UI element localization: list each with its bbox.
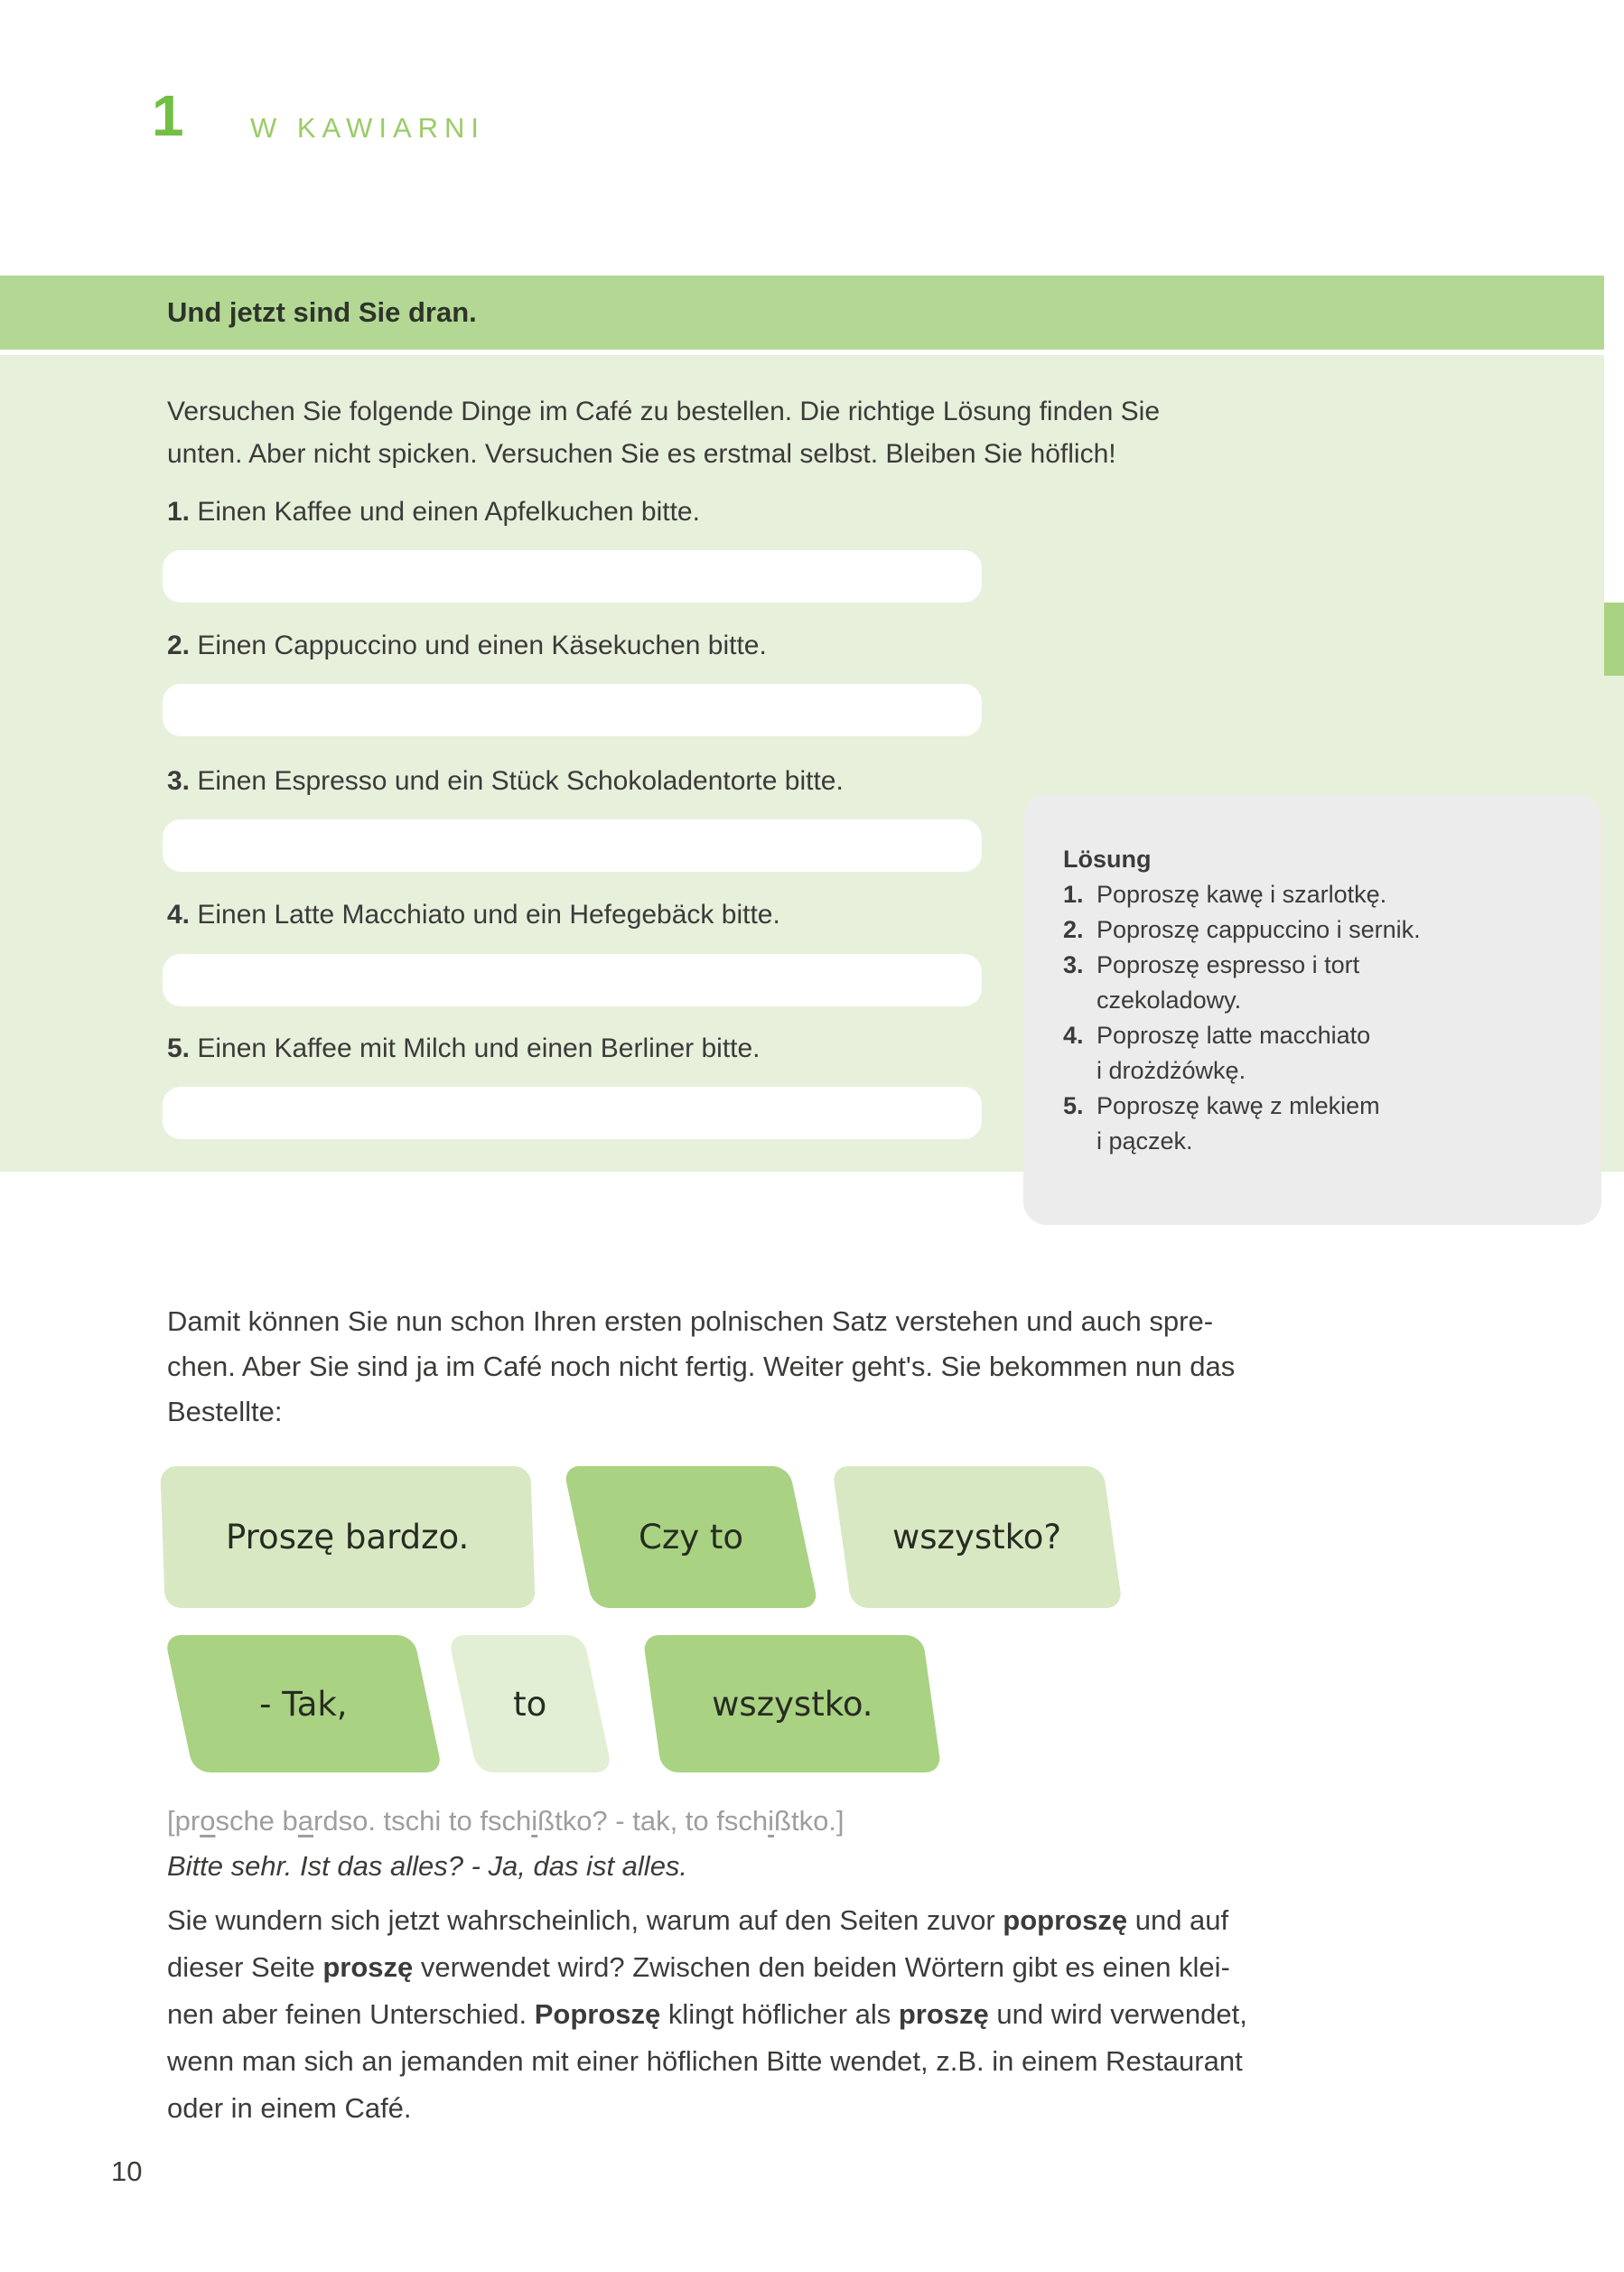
exercise-item-5	[167, 1033, 761, 1064]
speech-bubble-text: Proszę bardzo.	[226, 1518, 470, 1557]
exercise-item-text: Einen Kaffee mit Milch und einen Berliner bitte.	[197, 1033, 761, 1063]
exercise-item-number: 5.	[167, 1033, 191, 1063]
speech-bubble-czy-to	[563, 1466, 818, 1608]
exercise-item-text: Einen Espresso und ein Stück Schokoladentorte bitte.	[197, 766, 844, 796]
exercise-item-4	[167, 900, 780, 930]
speech-bubble-tak	[164, 1635, 443, 1772]
speech-bubble-prosze-bardzo	[160, 1466, 535, 1608]
exercise-panel-right-bleed	[1604, 676, 1624, 1172]
section-banner-title: Und jetzt sind Sie dran.	[167, 296, 477, 328]
exercise-item-text: Einen Cappuccino und einen Käsekuchen bitte.	[197, 631, 767, 660]
solution-item-number: 4.	[1063, 1022, 1084, 1049]
answer-field-2[interactable]	[163, 684, 982, 736]
solution-item-1	[1063, 877, 1569, 912]
body-paragraph-line: dieser Seite proszę verwendet wird? Zwischen den beiden Wörtern gibt es einen klei-	[167, 1951, 1230, 1983]
exercise-item-number: 2.	[167, 631, 191, 660]
exercise-item-number: 1.	[167, 497, 191, 527]
exercise-intro-line: unten. Aber nicht spicken. Versuchen Sie es erstmal selbst. Bleiben Sie höflich!	[167, 439, 1116, 469]
exercise-item-3	[167, 766, 844, 797]
solution-item-5	[1063, 1089, 1569, 1124]
body-paragraph-line: wenn man sich an jemanden mit einer höflichen Bitte wendet, z.B. in einem Restaurant	[167, 2045, 1243, 2077]
exercise-item-1	[167, 497, 700, 528]
solution-item-3-continuation: czekoladowy.	[1097, 986, 1242, 1014]
answer-field-3[interactable]	[163, 819, 982, 872]
section-banner	[0, 276, 1604, 350]
answer-field-4[interactable]	[163, 954, 982, 1006]
body-paragraph-2	[167, 1897, 1247, 2132]
solution-item-text: Poproszę cappuccino i sernik.	[1097, 916, 1421, 943]
body-paragraph-1	[167, 1299, 1235, 1435]
solution-item-number: 5.	[1063, 1092, 1084, 1119]
body-paragraph-line: chen. Aber Sie sind ja im Café noch nicht fertig. Weiter geht's. Sie bekommen nun das	[167, 1351, 1236, 1382]
chapter-number: 1	[152, 83, 184, 148]
solution-item-number: 2.	[1063, 916, 1084, 943]
speech-bubble-text: to	[513, 1684, 547, 1724]
solution-item-4-continuation: i drożdżówkę.	[1097, 1057, 1246, 1084]
speech-bubble-wszystko-q	[832, 1466, 1123, 1608]
speech-bubble-wszystko	[642, 1635, 941, 1772]
solution-title: Lösung	[1063, 846, 1152, 873]
exercise-item-text: Einen Latte Macchiato und ein Hefegebäck bitte.	[197, 900, 780, 930]
answer-field-1[interactable]	[163, 550, 982, 603]
body-paragraph-line: Sie wundern sich jetzt wahrscheinlich, warum auf den Seiten zuvor poproszę und auf	[167, 1904, 1229, 1936]
solution-box	[1023, 795, 1601, 1225]
speech-bubble-text: Czy to	[638, 1518, 744, 1557]
solution-item-4	[1063, 1018, 1569, 1053]
exercise-item-number: 4.	[167, 900, 191, 930]
exercise-intro	[167, 390, 1160, 475]
solution-item-5-continuation: i pączek.	[1097, 1127, 1193, 1155]
exercise-item-2	[167, 631, 767, 661]
page-number: 10	[111, 2155, 143, 2187]
solution-item-text: Poproszę espresso i tort	[1097, 951, 1360, 978]
speech-bubble-text: wszystko.	[711, 1684, 873, 1724]
answer-field-5[interactable]	[163, 1087, 982, 1139]
exercise-item-text: Einen Kaffee und einen Apfelkuchen bitte.	[197, 497, 700, 527]
body-paragraph-line: nen aber feinen Unterschied. Poproszę klingt höflicher als proszę und wird verwendet,	[167, 1998, 1247, 2030]
pronunciation-guide: [prosche bardso. tschi to fschißtko? - tak, to fschißtko.]	[167, 1805, 845, 1837]
solution-item-number: 1.	[1063, 881, 1084, 908]
german-translation: Bitte sehr. Ist das alles? - Ja, das ist alles.	[167, 1850, 688, 1882]
speech-bubble-text: wszystko?	[892, 1518, 1062, 1557]
body-paragraph-line: Bestellte:	[167, 1396, 283, 1427]
chapter-title: W KAWIARNI	[250, 112, 486, 144]
exercise-item-number: 3.	[167, 766, 191, 796]
solution-item-text: Poproszę kawę z mlekiem	[1097, 1092, 1380, 1119]
solution-item-text: Poproszę kawę i szarlotkę.	[1097, 881, 1387, 908]
body-paragraph-line: Damit können Sie nun schon Ihren ersten polnischen Satz verstehen und auch spre-	[167, 1305, 1214, 1337]
body-paragraph-line: oder in einem Café.	[167, 2092, 412, 2124]
solution-item-3	[1063, 948, 1569, 983]
page-edge-tab	[1604, 603, 1624, 676]
solution-item-number: 3.	[1063, 951, 1084, 978]
solution-item-2	[1063, 912, 1569, 948]
exercise-intro-line: Versuchen Sie folgende Dinge im Café zu bestellen. Die richtige Lösung finden Sie	[167, 397, 1161, 426]
speech-bubble-text: - Tak,	[259, 1684, 348, 1724]
solution-item-text: Poproszę latte macchiato	[1097, 1022, 1371, 1049]
speech-bubble-to	[448, 1635, 612, 1772]
